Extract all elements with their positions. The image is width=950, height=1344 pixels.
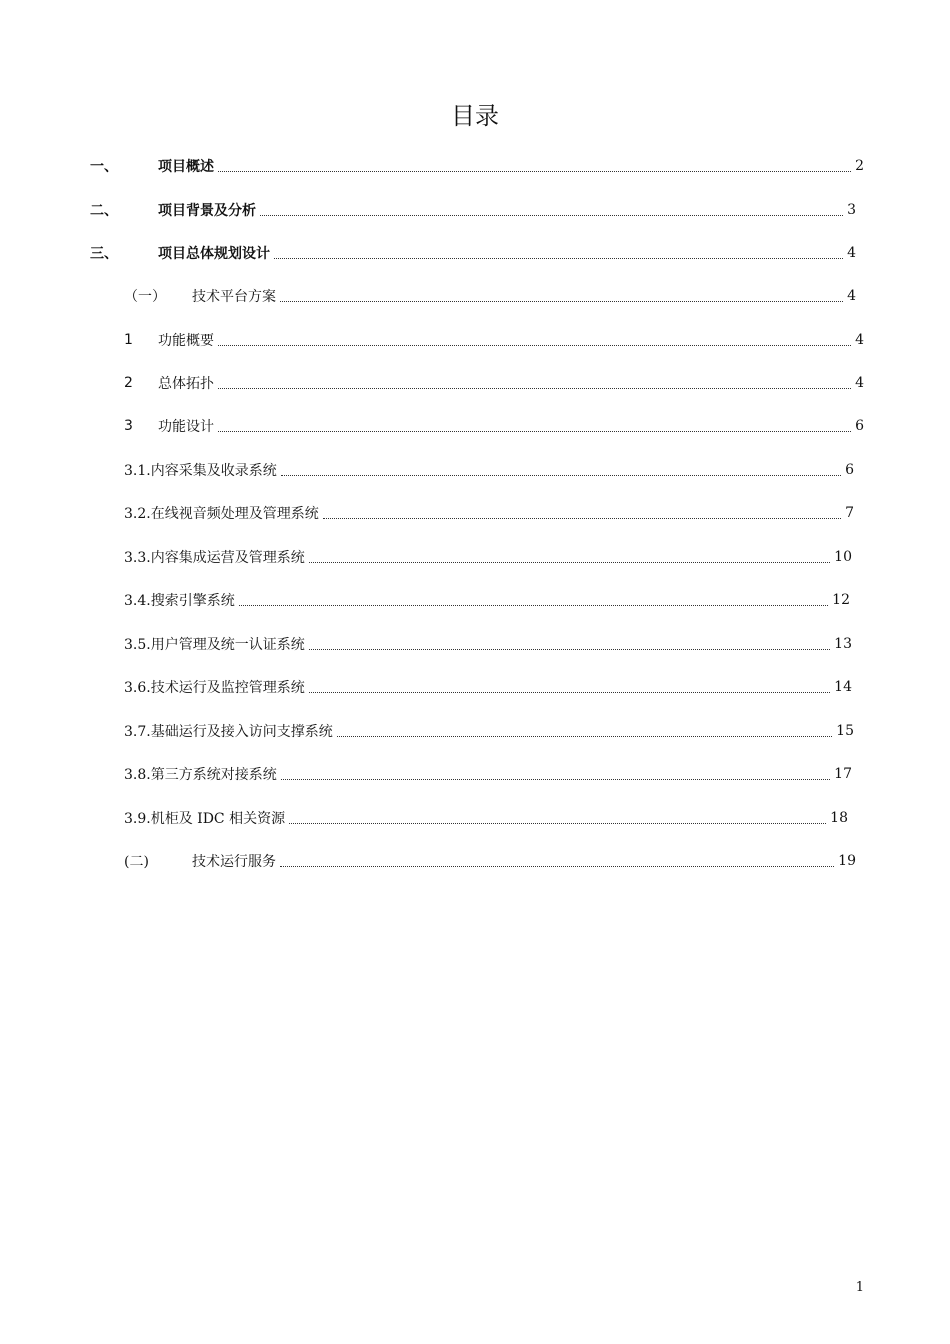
- toc-entry-number: 2: [124, 375, 133, 391]
- dot-leader: [280, 866, 834, 867]
- toc-entry-label: 总体拓扑: [158, 376, 214, 392]
- toc-entry-12[interactable]: [124, 632, 852, 656]
- dot-leader: [281, 779, 830, 780]
- toc-entry-17[interactable]: [124, 849, 856, 873]
- dot-leader: [337, 736, 832, 737]
- dot-leader: [309, 562, 830, 563]
- toc-entry-label: 3.7.基础运行及接入访问支撑系统: [124, 724, 333, 740]
- dot-leader: [274, 258, 843, 259]
- toc-entry-label: 3.1.内容采集及收录系统: [124, 463, 277, 479]
- toc-entry-7[interactable]: [124, 414, 864, 438]
- toc-entry-6[interactable]: [124, 371, 864, 395]
- toc-entry-label: 3.3.内容集成运营及管理系统: [124, 550, 305, 566]
- dot-leader: [239, 605, 828, 606]
- toc-entry-3[interactable]: [90, 241, 856, 265]
- toc-entry-page: 12: [832, 592, 850, 608]
- page-number: 1: [855, 1280, 864, 1295]
- toc-entry-page: 6: [845, 462, 854, 478]
- toc-entry-page: 4: [847, 288, 856, 304]
- toc-entry-number: 1: [124, 332, 133, 348]
- dot-leader: [218, 431, 851, 432]
- toc-entry-page: 4: [855, 375, 864, 391]
- toc-entry-1[interactable]: [90, 154, 864, 178]
- toc-entry-15[interactable]: [124, 762, 852, 786]
- dot-leader: [260, 215, 843, 216]
- toc-title: 目录: [451, 102, 499, 130]
- toc-entry-10[interactable]: [124, 545, 852, 569]
- toc-entry-page: 7: [845, 505, 854, 521]
- dot-leader: [289, 823, 826, 824]
- dot-leader: [218, 388, 851, 389]
- toc-entry-number: 二、: [90, 203, 118, 219]
- toc-entry-2[interactable]: [90, 198, 856, 222]
- toc-entry-label: 项目总体规划设计: [158, 246, 270, 262]
- toc-entry-11[interactable]: [124, 588, 850, 612]
- toc-entry-page: 3: [847, 202, 856, 218]
- toc-entry-number: (二): [124, 854, 149, 870]
- toc-entry-page: 17: [834, 766, 852, 782]
- toc-entry-5[interactable]: [124, 328, 864, 352]
- toc-entry-label: 3.2.在线视音频处理及管理系统: [124, 506, 319, 522]
- toc-entry-page: 10: [834, 549, 852, 565]
- toc-entry-page: 4: [847, 245, 856, 261]
- toc-entry-label: 项目背景及分析: [158, 203, 256, 219]
- dot-leader: [281, 475, 841, 476]
- toc-entry-page: 14: [834, 679, 852, 695]
- toc-entry-label: 3.5.用户管理及统一认证系统: [124, 637, 305, 653]
- dot-leader: [218, 171, 851, 172]
- toc-entry-number: 3: [124, 418, 133, 434]
- toc-entry-16[interactable]: [124, 806, 848, 830]
- toc-entry-8[interactable]: [124, 458, 854, 482]
- toc-entry-label: 3.8.第三方系统对接系统: [124, 767, 277, 783]
- toc-entry-page: 6: [855, 418, 864, 434]
- toc-entry-label: 3.4.搜索引擎系统: [124, 593, 235, 609]
- toc-entry-page: 2: [855, 158, 864, 174]
- toc-entry-label: 技术运行服务: [192, 854, 276, 870]
- toc-entry-page: 18: [830, 810, 848, 826]
- toc-entry-label: 3.6.技术运行及监控管理系统: [124, 680, 305, 696]
- dot-leader: [280, 301, 843, 302]
- toc-entry-page: 19: [838, 853, 856, 869]
- toc-entry-4[interactable]: [124, 284, 856, 308]
- toc-entry-label: 功能概要: [158, 333, 214, 349]
- toc-entry-label: 技术平台方案: [192, 289, 276, 305]
- dot-leader: [323, 518, 841, 519]
- toc-entry-label: 项目概述: [158, 159, 214, 175]
- toc-entry-page: 4: [855, 332, 864, 348]
- dot-leader: [218, 345, 851, 346]
- toc-entry-label: 3.9.机柜及 IDC 相关资源: [124, 811, 286, 827]
- toc-entry-number: 一、: [90, 159, 118, 175]
- toc-entry-13[interactable]: [124, 675, 852, 699]
- toc-entry-label: 功能设计: [158, 419, 214, 435]
- toc-entry-14[interactable]: [124, 719, 854, 743]
- dot-leader: [309, 649, 830, 650]
- toc-entry-number: 三、: [90, 246, 118, 262]
- toc-entry-page: 15: [836, 723, 854, 739]
- toc-entry-number: （一）: [124, 289, 166, 305]
- toc-entry-page: 13: [834, 636, 852, 652]
- dot-leader: [309, 692, 830, 693]
- toc-entry-9[interactable]: [124, 501, 854, 525]
